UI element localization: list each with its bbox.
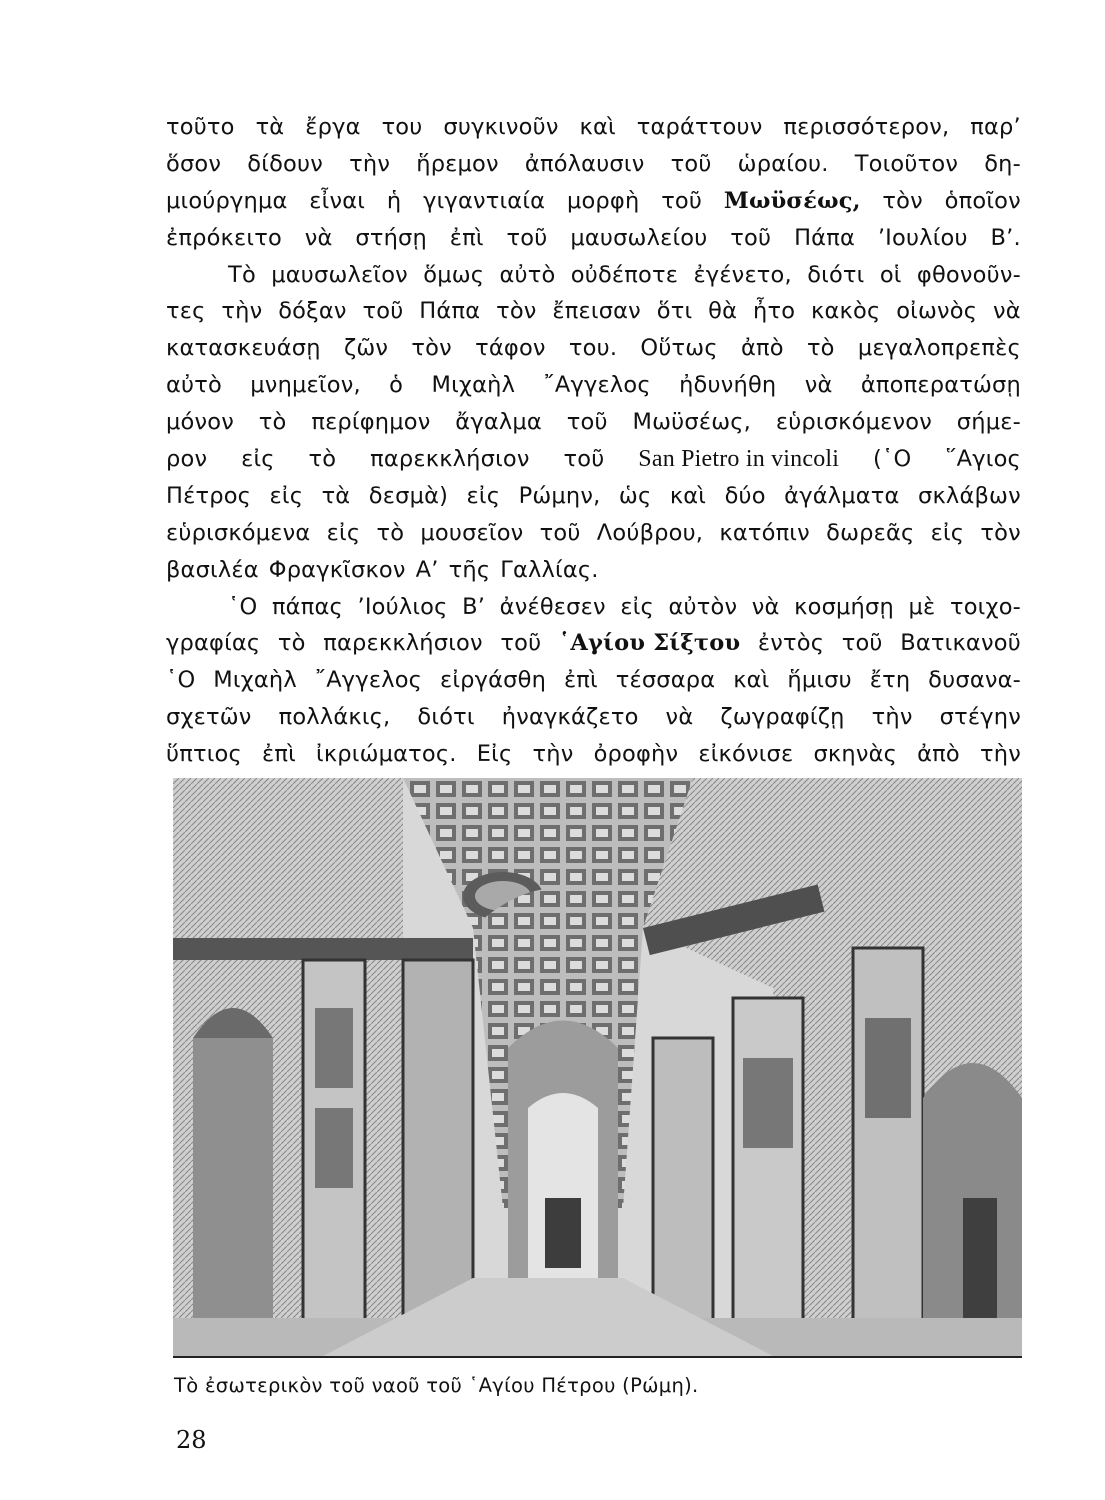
word: Β’. <box>990 224 1021 251</box>
word: ῾Ο <box>166 667 196 694</box>
word: γιγαντιαία <box>423 187 546 214</box>
word: περισσότερον, <box>783 114 950 140</box>
text-line <box>166 741 1021 778</box>
word: μορφὴ <box>566 187 640 214</box>
text-line <box>166 372 1021 409</box>
word: μιούργημα <box>166 187 288 214</box>
word: ἰκριώματος. <box>316 741 457 768</box>
word: τοῦ <box>362 298 404 325</box>
text-line <box>166 594 1021 631</box>
word: νὰ <box>804 372 833 399</box>
word: ἀπὸ <box>917 741 960 768</box>
word: ζωγραφίζῃ <box>720 704 845 731</box>
word: εἰργάσθη <box>439 667 547 694</box>
word: Β’ <box>462 593 486 620</box>
word: τοῦ <box>506 224 548 251</box>
word: σχετῶν <box>166 704 252 731</box>
text-line <box>166 667 1021 704</box>
word: τάφον <box>475 335 546 362</box>
word: συγκινοῦν <box>443 114 559 140</box>
page-number: 28 <box>176 1426 207 1454</box>
word: εἰκόνισε <box>698 741 794 768</box>
word: νὰ <box>993 298 1021 325</box>
word: ζῶν <box>343 335 389 362</box>
word: εἰς <box>466 482 501 509</box>
word: διότι <box>807 261 865 288</box>
word: δίδουν <box>247 150 323 177</box>
word: βασιλέα <box>166 556 259 583</box>
word: σήμε- <box>956 409 1021 436</box>
word: ἔπεισαν <box>552 298 641 325</box>
text-line <box>166 335 1021 372</box>
word: ῎Αγγελος <box>543 372 651 399</box>
word: Α’ <box>415 556 439 583</box>
word: ταράττουν <box>636 114 763 140</box>
word: ἀπὸ <box>740 335 784 362</box>
word: ἀποπερατώσῃ <box>860 372 1021 399</box>
text-line <box>166 483 1021 520</box>
word: εἰς <box>620 593 654 620</box>
word: Τοιοῦτον <box>854 150 959 177</box>
word: τὴν <box>979 741 1021 768</box>
word: τὸ <box>308 446 337 473</box>
word: εἰς <box>930 519 965 546</box>
word: δεσμὰ) <box>368 482 449 509</box>
word: ὁ <box>389 372 404 399</box>
word: μαυσωλείου <box>570 224 708 251</box>
word: πολλάκις, <box>278 704 391 731</box>
word: τὰ <box>321 482 351 509</box>
word: στήσῃ <box>355 224 427 251</box>
word: παρ’ <box>970 114 1021 140</box>
word: ὀροφὴν <box>593 741 679 768</box>
word: τὴν <box>871 704 913 731</box>
word: ὅσον <box>166 150 222 177</box>
word: νὰ <box>304 224 333 251</box>
word: ἠναγκάζετο <box>501 704 639 731</box>
word: του <box>381 114 423 140</box>
word: τὸν <box>496 298 537 325</box>
word: τὸ <box>376 519 405 546</box>
word: παρεκκλήσιον <box>370 446 530 473</box>
text-line <box>166 557 1021 594</box>
word: ἦτο <box>753 298 796 325</box>
word: μνημεῖον, <box>250 372 361 399</box>
word: ἄγαλμα <box>455 409 542 436</box>
word: ἀνέθεσεν <box>499 593 606 620</box>
word: Πέτρος <box>166 482 252 509</box>
basilica-interior-illustration <box>173 778 1022 1356</box>
word: αὐτὸ <box>499 261 556 288</box>
word: τὸν <box>411 335 452 362</box>
word: ὅμως <box>423 261 485 288</box>
word: τὸν <box>980 519 1021 546</box>
word: τοῦ <box>730 224 772 251</box>
word: ρον <box>166 446 208 473</box>
word: ῎Αγγελος <box>314 667 423 694</box>
text-line <box>166 409 1021 446</box>
word: Τὸ <box>228 261 256 288</box>
word: ’Ιουλίου <box>877 224 968 251</box>
word: τὴν <box>349 150 391 177</box>
word: ἐγένετο, <box>693 261 792 288</box>
word: τὸ <box>258 409 287 436</box>
word: ἐντὸς <box>757 630 825 657</box>
word: ὁποῖον <box>944 187 1021 214</box>
figure-caption: Τὸ ἐσωτερικὸν τοῦ ναοῦ τοῦ ῾Αγίου Πέτρου (Ρώμη). <box>174 1374 699 1397</box>
text-line <box>166 188 1021 225</box>
word: Γαλλίας. <box>500 556 599 583</box>
word: ’Ιούλιος <box>357 593 448 620</box>
word: στέγην <box>939 704 1021 731</box>
word: εὑρισκόμενα <box>166 519 311 546</box>
word: Πάπα <box>419 298 481 325</box>
word: εἰς <box>241 446 275 473</box>
word: Εἰς <box>476 741 513 768</box>
word: τοῦ <box>563 446 605 473</box>
word: Μιχαὴλ <box>213 667 297 694</box>
word: ἐπὶ <box>262 741 296 768</box>
word: τοῦ <box>566 409 608 436</box>
word: τὴν <box>221 298 263 325</box>
word: παρεκκλήσιον <box>323 630 483 657</box>
word: ἐπὶ <box>563 667 598 694</box>
word: κατασκευάσῃ <box>166 335 321 362</box>
word: διότι <box>417 704 475 731</box>
word: αὐτὸ <box>166 372 222 399</box>
text-line <box>166 520 1021 557</box>
word: τοῦτο <box>166 114 235 140</box>
word: ἥρεμον <box>416 150 499 177</box>
word: δύο <box>724 482 766 509</box>
word: μαυσωλεῖον <box>271 261 408 288</box>
word: δόξαν <box>278 298 347 325</box>
word: σκηνὰς <box>813 741 898 768</box>
word: περίφημον <box>311 409 431 436</box>
word: τέσσαρα <box>615 667 716 694</box>
word: τοιχο- <box>949 593 1021 620</box>
word: τὸν <box>882 187 923 214</box>
word: εἶναι <box>309 187 366 214</box>
word: εἰς <box>269 482 304 509</box>
figure-st-peters-interior <box>173 778 1022 1358</box>
word: ἐπρόκειτο <box>166 224 282 251</box>
word: τὰ <box>255 114 285 140</box>
word: ἐπὶ <box>449 224 484 251</box>
word: εὑρισκόμενον <box>775 409 932 436</box>
word: του. <box>568 335 618 362</box>
word: τοῦ <box>500 630 542 657</box>
word: δη- <box>984 150 1021 177</box>
text-line <box>166 151 1021 188</box>
word: οἱ <box>879 261 902 288</box>
word: τὸ <box>277 630 306 657</box>
word: ἥμισυ <box>787 667 852 694</box>
word: Βατικανοῦ <box>900 630 1021 657</box>
word: Μωϋσέως, <box>723 187 861 214</box>
word: τὸ <box>806 335 835 362</box>
word: αὐτὸν <box>668 593 738 620</box>
word: τὴν <box>532 741 574 768</box>
word: Μιχαὴλ <box>431 372 516 399</box>
text-line <box>166 704 1021 741</box>
word: τοῦ <box>661 187 703 214</box>
word: ἡ <box>386 187 402 214</box>
word: τες <box>166 298 206 325</box>
word: μόνον <box>166 409 234 436</box>
word: Ρώμην, <box>518 482 601 509</box>
text-line <box>166 298 1021 335</box>
text-line <box>166 262 1021 299</box>
word: νὰ <box>751 593 780 620</box>
word: δυσανα- <box>928 667 1021 694</box>
word: καὶ <box>669 482 707 509</box>
word: ὕπτιος <box>166 741 242 768</box>
word: ἀπόλαυσιν <box>524 150 645 177</box>
word: μὲ <box>908 593 936 620</box>
text-line <box>166 630 1021 667</box>
word: καὶ <box>579 114 616 140</box>
word: ὅτι <box>656 298 693 325</box>
word: κοσμήσῃ <box>794 593 894 620</box>
word: καὶ <box>733 667 770 694</box>
word: κακὸς <box>811 298 881 325</box>
word: πάπας <box>271 593 343 620</box>
word: ἀγάλματα <box>784 482 900 509</box>
word: ἠδυνήθη <box>679 372 777 399</box>
word: ὡραίου. <box>737 150 829 177</box>
word: τῆς <box>448 556 491 583</box>
word: ῞Αγιος <box>945 446 1021 473</box>
word: οἰωνὸς <box>896 298 978 325</box>
word: Λούβρου, <box>596 519 704 546</box>
text-line <box>166 225 1021 262</box>
word: τοῦ <box>841 630 883 657</box>
text-line <box>166 446 1021 483</box>
word: μουσεῖον <box>420 519 524 546</box>
word: ἔτη <box>869 667 911 694</box>
word: κατόπιν <box>719 519 810 546</box>
word: γραφίας <box>166 630 261 657</box>
word: νὰ <box>665 704 694 731</box>
word: σκλάβων <box>918 482 1021 509</box>
word: ὡς <box>618 482 652 509</box>
word: μεγαλοπρεπὲς <box>857 335 1021 362</box>
word: Μωϋσέως, <box>632 409 752 436</box>
word: Φραγκῖσκον <box>268 556 406 583</box>
word: θὰ <box>708 298 738 325</box>
word: εἰς <box>326 519 361 546</box>
word: Πάπα <box>794 224 855 251</box>
word: δωρεᾶς <box>826 519 915 546</box>
word: φθονοῦν- <box>916 261 1021 288</box>
body-text <box>166 114 1021 778</box>
word: (῾Ο <box>873 446 912 473</box>
word: ἔργα <box>305 114 361 140</box>
word: ῾Αγίου Σίξτου <box>558 630 741 657</box>
text-line <box>166 114 1021 151</box>
word: ῾Ο <box>228 593 258 620</box>
word: Οὕτως <box>640 335 718 362</box>
word: San Pietro in vincoli <box>638 446 840 473</box>
word: οὐδέποτε <box>570 261 679 288</box>
word: τοῦ <box>670 150 712 177</box>
word: τοῦ <box>539 519 581 546</box>
